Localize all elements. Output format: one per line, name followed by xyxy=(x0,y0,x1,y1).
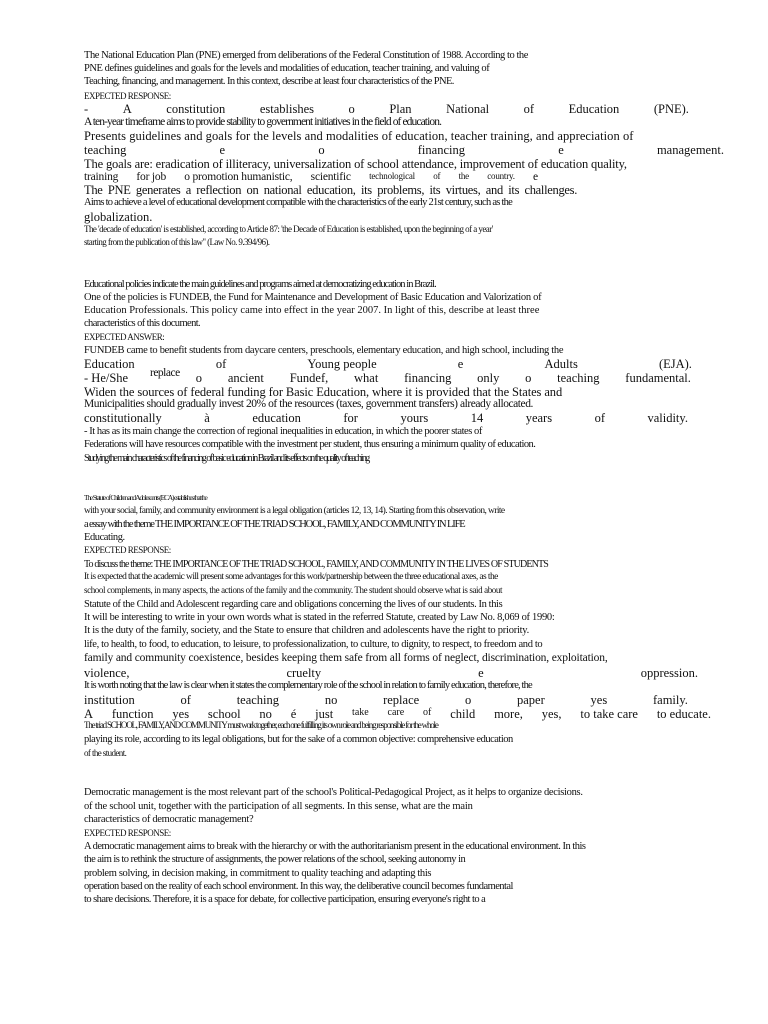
word: yes xyxy=(590,693,608,707)
democratic-intro-line-2: of the school unit, together with the participation of all segments. In this sense, what are the main xyxy=(84,801,473,812)
pne-justified-line xyxy=(84,103,689,116)
word: financing xyxy=(404,371,452,385)
pne-reflection-line: The PNE generates a reflection on national education, its problems, its virtues, and its challenges. xyxy=(84,183,578,197)
word: o xyxy=(525,371,532,385)
expected-response-heading: EXPECTED RESPONSE: xyxy=(84,828,171,838)
eca-theme-line: To discuss the theme: THE IMPORTANCE OF THE TRIAD SCHOOL, FAMILY, AND COMMUNITY IN THE LIVES OF STUDENTS xyxy=(84,559,548,570)
word: of xyxy=(433,171,441,181)
word: only xyxy=(477,371,500,385)
word: é xyxy=(290,707,297,721)
word: just xyxy=(315,707,334,721)
fundeb-municipalities-line: Municipalities should gradually invest 20% of the resources (taxes, government transfers) already allocated. xyxy=(84,398,533,410)
word: e xyxy=(478,666,484,680)
word: A xyxy=(84,707,94,721)
fundeb-intro-line-4: characteristics of this document. xyxy=(84,318,201,329)
word: technological xyxy=(369,171,415,181)
word: o xyxy=(195,371,203,385)
eca-complements-line: school complements, in many aspects, the actions of the family and the community. The student should observe what is said about xyxy=(84,585,503,595)
fundeb-change-line: - It has as its main change the correction of regional inequalities in education, in which the poorer states of xyxy=(84,426,482,437)
eca-justified-line xyxy=(84,667,698,680)
word: institution xyxy=(84,693,135,707)
word: take xyxy=(352,707,369,718)
fundeb-federations-line: Federations will have resources compatible with the investment per student, thus ensuring a minimum quality of education. xyxy=(84,439,536,450)
eca-triad-line: The triad SCHOOL, FAMILY, AND COMMUNITY must work together, each one fulfilling its own role and being responsible for the whole xyxy=(84,720,438,730)
eca-expected-line: It is expected that the academic will present some advantages for this work/partnership between the three educational axes, as the xyxy=(84,572,498,582)
pne-intro-line-1: The National Education Plan (PNE) emerged from deliberations of the Federal Constitution of 1988. According to the xyxy=(84,50,528,61)
democratic-rethink-line: the aim is to rethink the structure of assignments, the power relations of the school, seeking autonomy in xyxy=(84,854,466,865)
word: cruelty xyxy=(286,666,322,680)
word: teaching xyxy=(557,371,600,385)
eca-justified-line xyxy=(84,694,688,707)
pne-intro-line-2: PNE defines guidelines and goals for the levels and modalities of education, teacher training, and valuing of xyxy=(84,63,490,74)
word: child xyxy=(450,707,476,721)
word: yours xyxy=(400,411,429,425)
word: yes, xyxy=(541,707,562,721)
word: years xyxy=(525,411,553,425)
word: ancient xyxy=(227,371,264,385)
eca-intro-line-4: Educating. xyxy=(84,532,125,543)
fundeb-replace-word: replace xyxy=(150,367,180,379)
word: constitutionally xyxy=(84,411,162,425)
fundeb-widen-line: Widen the sources of federal funding for Basic Education, where it is provided that the States and xyxy=(84,385,563,399)
democratic-intro-line-3: characteristics of democratic management? xyxy=(84,814,254,825)
word: what xyxy=(354,371,379,385)
word: for job xyxy=(136,171,167,183)
pne-timeframe-line: A ten-year timeframe aims to provide stability to government initiatives in the field of education. xyxy=(84,116,442,128)
word: e xyxy=(558,143,564,157)
pne-justified-line xyxy=(84,172,538,184)
democratic-problem-line: problem solving, in decision making, in commitment to quality teaching and adapting this xyxy=(84,868,432,879)
word: e xyxy=(457,357,464,371)
fundeb-benefit-line: FUNDEB came to benefit students from daycare centers, preschools, elementary education, and high school, including the xyxy=(84,345,564,356)
fundeb-replace-prefix: - He/She xyxy=(84,371,129,385)
word: function xyxy=(111,707,154,721)
word: Adults xyxy=(544,357,578,371)
eca-justified-line xyxy=(84,708,711,721)
word: financing xyxy=(417,143,465,157)
word: to take care xyxy=(580,707,638,721)
pne-goals-line: The goals are: eradication of illiteracy, universalization of school attendance, improvement of education quality, xyxy=(84,157,627,171)
word: constitution xyxy=(166,102,226,116)
word: more, xyxy=(494,707,523,721)
democratic-aims-line: A democratic management aims to break with the hierarchy or with the authoritarianism present in the educational environment. In this xyxy=(84,841,586,852)
word: Education xyxy=(568,102,620,116)
word: Education xyxy=(84,357,135,371)
word: of xyxy=(423,707,432,718)
word: National xyxy=(446,102,490,116)
eca-intro-line-2: with your social, family, and community environment is a legal obligation (articles 12, 13, 14). Starting from this observation, write xyxy=(84,506,505,516)
pne-guidelines-line: Presents guidelines and goals for the levels and modalities of education, teacher training, and appreciation of xyxy=(84,129,634,143)
word: e xyxy=(533,171,538,183)
fundeb-intro-line-3: Education Professionals. This policy came into effect in the year 2007. In light of this, describe at least three xyxy=(84,305,540,316)
eca-coexistence-line: family and community coexistence, besides keeping them safe from all forms of neglect, discrimination, exploitation, xyxy=(84,652,608,664)
word: o xyxy=(348,102,355,116)
word: teaching xyxy=(84,143,127,157)
pne-globalization-line: globalization. xyxy=(84,210,153,224)
word: of xyxy=(180,693,191,707)
word: family. xyxy=(652,693,688,707)
democratic-intro-line-1: Democratic management is the most relevant part of the school's Political-Pedagogical Project, as it helps to organize decisions. xyxy=(84,787,583,798)
fundeb-justified-line xyxy=(170,372,691,385)
word: education xyxy=(252,411,301,425)
word: of xyxy=(215,357,227,371)
word: Plan xyxy=(389,102,412,116)
word: the xyxy=(458,171,469,181)
word: school xyxy=(207,707,241,721)
word: o promotion humanistic, xyxy=(184,171,293,183)
eca-worth-noting-line: It is worth noting that the law is clear when it states the complementary role of the school in relation to family education, therefore, the xyxy=(84,680,532,691)
eca-statute-line: Statute of the Child and Adolescent regarding care and obligations concerning the lives of our students. In this xyxy=(84,599,503,610)
word: validity. xyxy=(647,411,688,425)
word: o xyxy=(464,693,472,707)
word: of xyxy=(523,102,535,116)
word: no xyxy=(324,693,338,707)
word: of xyxy=(594,411,605,425)
word: no xyxy=(259,707,272,721)
democratic-share-line: to share decisions. Therefore, it is a space for debate, for collective participation, ensuring everyone's right to a xyxy=(84,894,486,905)
fundeb-justified-line xyxy=(84,412,688,425)
word: country. xyxy=(487,171,515,181)
word: to educate. xyxy=(656,707,711,721)
eca-intro-line-3: a essay with the theme THE IMPORTANCE OF THE TRIAD SCHOOL, FAMILY, AND COMMUNITY IN LIFE xyxy=(84,519,465,530)
eca-student-line: of the student. xyxy=(84,748,127,758)
word: fundamental. xyxy=(625,371,691,385)
democratic-operation-line: operation based on the reality of each school environment. In this way, the deliberative council becomes fundamental xyxy=(84,881,513,892)
fundeb-intro-line-1: Educational policies indicate the main guidelines and programs aimed at democratizing education in Brazil. xyxy=(84,279,436,290)
word: A xyxy=(122,102,132,116)
pne-justified-line xyxy=(84,144,724,157)
word: e xyxy=(219,143,226,157)
word: 14 xyxy=(470,411,484,425)
pne-intro-line-3: Teaching, financing, and management. In this context, describe at least four characteristics of the PNE. xyxy=(84,76,454,87)
expected-response-heading: EXPECTED RESPONSE: xyxy=(84,91,171,101)
word: scientific xyxy=(310,171,351,183)
word: - xyxy=(84,102,89,116)
word: establishes xyxy=(259,102,314,116)
word: (PNE). xyxy=(653,102,689,116)
word: violence, xyxy=(84,666,130,680)
expected-answer-heading: EXPECTED ANSWER: xyxy=(84,332,165,342)
word: (EJA). xyxy=(658,357,692,371)
word: management. xyxy=(656,143,724,157)
eca-role-line: playing its role, according to its legal obligations, but for the sake of a common objective: comprehensive education xyxy=(84,734,513,745)
expected-response-heading: EXPECTED RESPONSE: xyxy=(84,545,171,555)
fundeb-closing-line: Studying the main characteristics of the financing of basic education in Brazil and its effects on the quality of teaching xyxy=(84,453,369,464)
word: o xyxy=(318,143,325,157)
word: à xyxy=(204,411,210,425)
word: Young people xyxy=(307,357,377,371)
eca-intro-line-1: The Statute of Children and Adolescents (ECA) establishes that the xyxy=(84,493,207,502)
word: care xyxy=(387,707,405,718)
pne-decade-line: The 'decade of education' is established, according to Article 87: 'the Decade of Education is established, upon the beginning of a year' xyxy=(84,224,493,234)
word: training xyxy=(84,171,119,183)
word: replace xyxy=(383,693,420,707)
eca-duty-line: It is the duty of the family, society, and the State to ensure that children and adolescents have the right to priority. xyxy=(84,625,529,636)
word: paper xyxy=(516,693,545,707)
eca-rights-line: life, to health, to food, to education, to leisure, to professionalization, to culture, to dignity, to respect, to freedom and to xyxy=(84,639,543,650)
pne-level-line: Aims to achieve a level of educational development compatible with the characteristics of the early 21st century, such as the xyxy=(84,197,513,208)
word: for xyxy=(343,411,358,425)
pne-law-line: starting from the publication of this law" (Law No. 9.394/96). xyxy=(84,237,270,247)
fundeb-intro-line-2: One of the policies is FUNDEB, the Fund for Maintenance and Development of Basic Education and Valorization of xyxy=(84,292,542,303)
word: oppression. xyxy=(640,666,698,680)
word: Fundef, xyxy=(289,371,329,385)
word: yes xyxy=(172,707,190,721)
eca-own-words-line: It will be interesting to write in your own words what is stated in the referred Statute, created by Law No. 8,069 of 1990: xyxy=(84,612,555,623)
word: teaching xyxy=(236,693,280,707)
